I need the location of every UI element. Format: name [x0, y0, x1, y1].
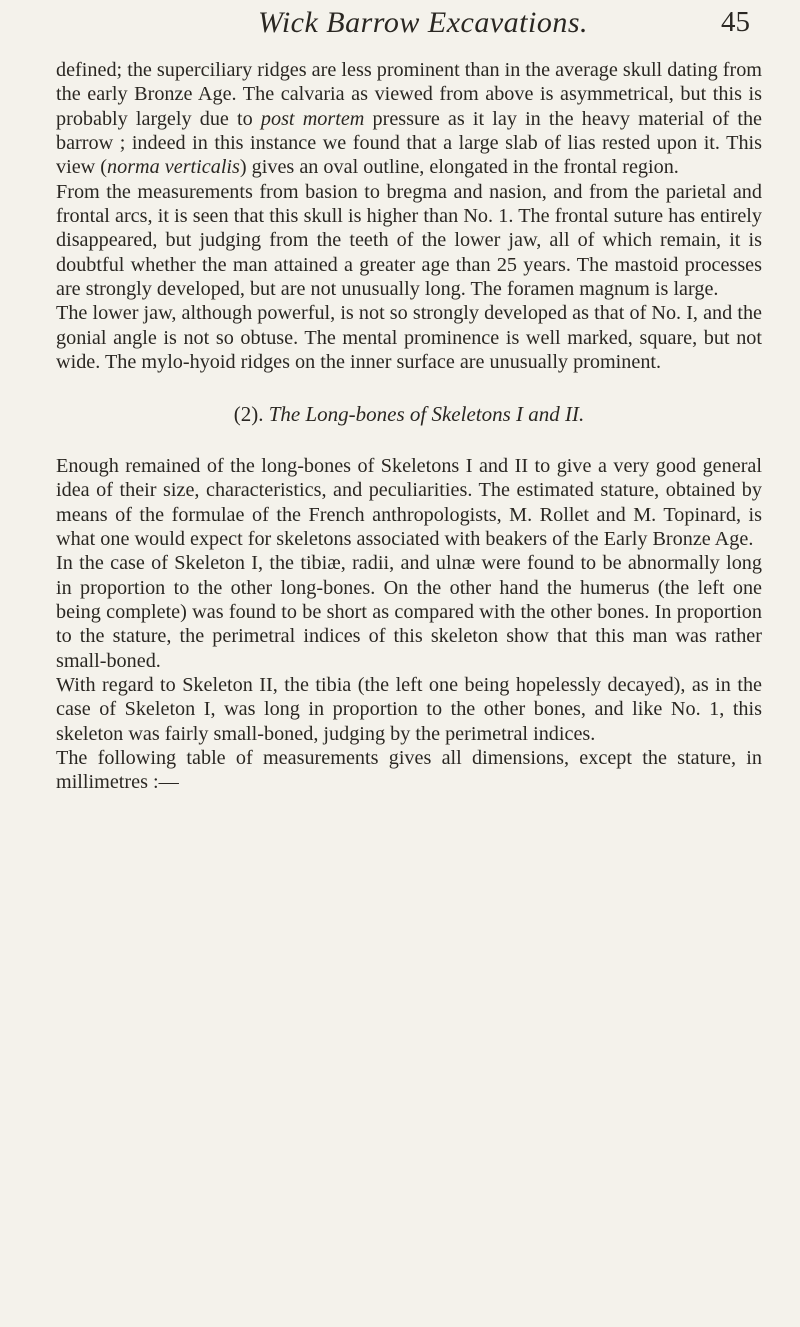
paragraph-text: ) gives an oval outline, elongated in the frontal region.: [239, 156, 679, 179]
paragraph-text: defined; the superciliary ridges are less prominent than in the average skull dating from the early Bronze Age. The calvaria as viewed from above is asymmetrical, but this is probably largely due to: [56, 59, 762, 130]
paragraph-text: The lower jaw, although powerful, is not so strongly developed as that of No. I, and the gonial angle is not so obtuse. The mental prominence is well marked, square, but not wide. The mylo-hyoid ridges on the inner surface are unusually prominent.: [56, 302, 762, 374]
paragraphs-after: [56, 454, 762, 795]
paragraph: [56, 301, 762, 374]
paragraph-text: In the case of Skeleton I, the tibiæ, radii, and ulnæ were found to be abnormally long in proportion to the other long-bones. On the other hand the humerus (the left one being complete) was found to be short as compared with the other bones. In proportion to the stature, the perimetral indices of this skeleton show that this man was rather small-boned.: [56, 552, 762, 672]
paragraph-text: The following table of measurements gives all dimensions, except the stature, in millimetres :—: [56, 746, 762, 794]
section-title: The Long-bones of Skeletons I and II.: [268, 402, 585, 427]
running-head: [0, 6, 800, 56]
paragraph: [56, 58, 762, 180]
section-heading: [56, 402, 762, 426]
paragraphs-before: [56, 58, 762, 374]
paragraph-text: pressure as it lay in the heavy material of the barrow ; indeed in this instance we found that a large slab of lias rested upon it. This view (: [56, 107, 762, 179]
paragraph-text: From the measurements from basion to bregma and nasion, and from the parietal and frontal arcs, it is seen that this skull is higher than No. 1. The frontal suture has entirely disappeared, but judging from the teeth of the lower jaw, all of which remain, it is doubtful whether the man attained a greater age than 25 years. The mastoid processes are strongly developed, but are not unusually long. The foramen magnum is large.: [56, 180, 762, 301]
paragraph-text: Enough remained of the long-bones of Skeletons I and II to give a very good general idea of their size, characteristics, and peculiarities. The estimated stature, obtained by means of the formulae of the French anthropologists, M. Rollet and M. Topinard, is what one would expect for skeletons associated with beakers of the Early Bronze Age.: [56, 454, 762, 550]
paragraph: [56, 673, 762, 746]
italic-text: norma verticalis: [107, 156, 240, 179]
italic-text: post mortem: [260, 107, 365, 130]
page-number: 45: [721, 6, 750, 38]
paragraph: [56, 454, 762, 551]
section-number: (2).: [233, 402, 264, 427]
paragraph: [56, 551, 762, 673]
paragraph-text: With regard to Skeleton II, the tibia (the left one being hopelessly decayed), as in the case of Skeleton I, was long in proportion to the other bones, and like No. 1, this skeleton was fairly small-boned, judging by the perimetral indices.: [56, 673, 762, 745]
running-title: Wick Barrow Excavations.: [258, 6, 588, 39]
paragraph: [56, 746, 762, 795]
paragraph: [56, 180, 762, 302]
body-text: [56, 58, 762, 795]
